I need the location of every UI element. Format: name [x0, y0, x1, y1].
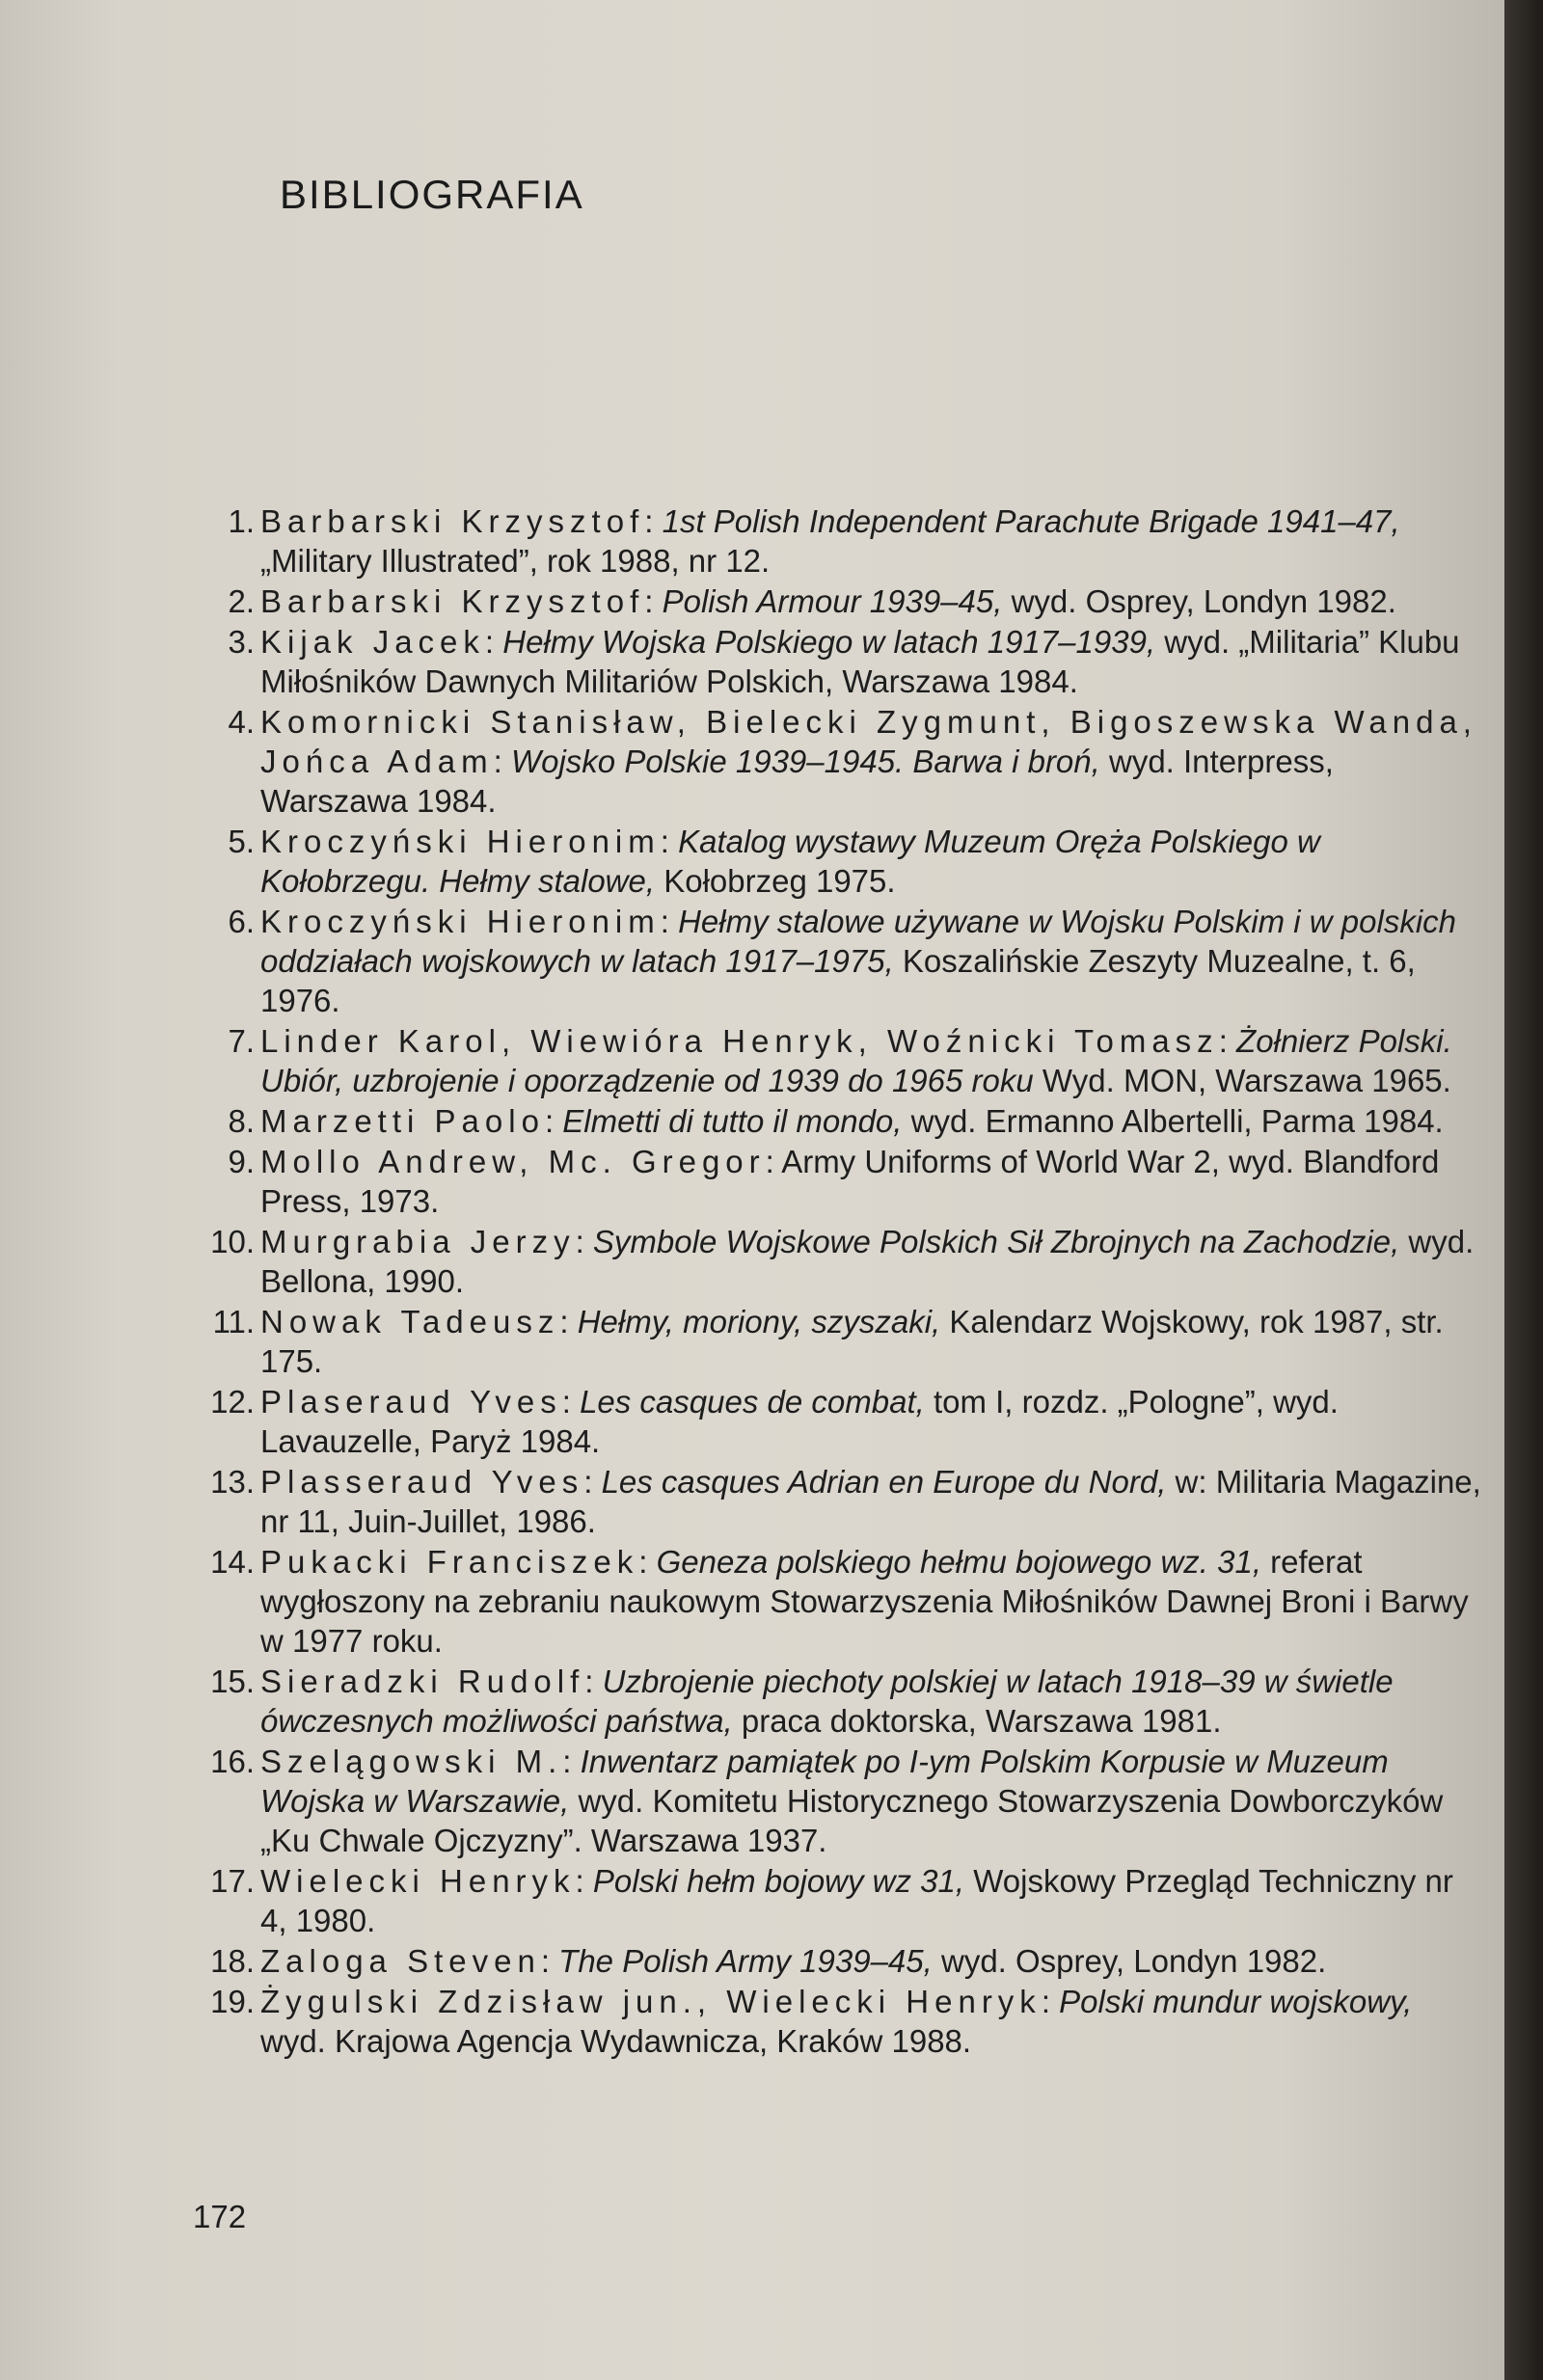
entry-number: 9. [228, 1144, 255, 1179]
entry-details: wyd. Krajowa Agencja Wydawnicza, Kraków 1988. [260, 2023, 972, 2059]
entry-author: Zaloga Steven [260, 1943, 541, 1979]
bibliography-entry [193, 1542, 1485, 1661]
entry-title: Geneza polskiego hełmu bojowego wz. 31, [656, 1544, 1261, 1580]
bibliography-entry [193, 1742, 1485, 1860]
entry-title: Inwentarz pamiątek po I-ym Polskim Korpusie w Muzeum Wojska w Warszawie, [260, 1744, 1389, 1819]
bibliography-entry [193, 1101, 1485, 1141]
entry-author: Szelągowski M. [260, 1744, 563, 1779]
entry-author: Barbarski Krzysztof [260, 583, 645, 619]
entry-separator: : [584, 1663, 603, 1699]
bibliography-entry [193, 1462, 1485, 1541]
bibliography-entry [193, 1222, 1485, 1301]
adjacent-page-edge [1504, 0, 1543, 2380]
entry-author: Plasseraud Yves [260, 1464, 584, 1500]
entry-number: 15. [210, 1663, 255, 1699]
page-number: 172 [193, 2199, 247, 2234]
entry-separator: : [1041, 1984, 1060, 2019]
entry-title: 1st Polish Independent Parachute Brigade 1941–47, [662, 503, 1400, 539]
entry-details: wyd. Osprey, Londyn 1982. [1002, 583, 1396, 619]
entry-number: 14. [210, 1544, 255, 1580]
entry-details: Kołobrzeg 1975. [655, 863, 896, 899]
entry-details: referat wygłoszony na zebraniu naukowym Stowarzyszenia Miłośników Dawnej Broni i Barwy w 1977 roku. [260, 1544, 1469, 1659]
entry-author: Nowak Tadeusz [260, 1304, 560, 1339]
entry-number: 13. [210, 1464, 255, 1500]
page-title: BIBLIOGRAFIA [280, 172, 584, 217]
bibliography-entry [193, 702, 1485, 821]
entry-details: wyd. Ermanno Albertelli, Parma 1984. [902, 1103, 1444, 1139]
entry-author: Kroczyński Hieronim [260, 904, 661, 939]
entry-separator: : [540, 1943, 559, 1979]
entry-author: Pukacki Franciszek [260, 1544, 639, 1580]
entry-title: Uzbrojenie piechoty polskiej w latach 1918–39 w świetle ówczesnych możliwości państwa, [260, 1663, 1394, 1739]
entry-title: Żołnierz Polski. Ubiór, uzbrojenie i oporządzenie od 1939 do 1965 roku [260, 1023, 1452, 1098]
bibliography-entry [193, 902, 1485, 1020]
entry-title: Polish Armour 1939–45, [662, 583, 1003, 619]
entry-details: wyd. Interpress, Warszawa 1984. [260, 744, 1334, 819]
entry-number: 4. [228, 704, 255, 740]
entry-number: 1. [228, 503, 255, 539]
bibliography-entry [193, 1142, 1485, 1221]
entry-author: Kroczyński Hieronim [260, 824, 661, 859]
entry-title: Polski hełm bojowy wz 31, [592, 1863, 965, 1899]
entry-number: 12. [210, 1384, 255, 1420]
bibliography-entry [193, 822, 1485, 901]
entry-details: praca doktorska, Warszawa 1981. [732, 1703, 1222, 1739]
entry-number: 8. [228, 1103, 255, 1139]
entry-number: 18. [210, 1943, 255, 1979]
entry-title: Les casques de combat, [580, 1384, 925, 1420]
entry-number: 19. [210, 1984, 255, 2019]
bibliography-entry [193, 581, 1485, 621]
entry-separator: : [544, 1103, 563, 1139]
entry-separator: : [1218, 1023, 1237, 1059]
entry-details: Koszalińskie Zeszyty Muzealne, t. 6, 1976. [260, 943, 1416, 1018]
entry-title: Les casques Adrian en Europe du Nord, [601, 1464, 1167, 1500]
entry-title: Wojsko Polskie 1939–1945. Barwa i broń, [510, 744, 1100, 779]
bibliography-entry [193, 1941, 1485, 1981]
entry-author: Żygulski Zdzisław jun., Wielecki Henryk [260, 1984, 1042, 2019]
entry-details: wyd. Bellona, 1990. [260, 1224, 1475, 1299]
entry-title: Hełmy Wojska Polskiego w latach 1917–1939, [502, 624, 1156, 660]
entry-details: tom I, rozdz. „Pologne”, wyd. Lavauzelle, Paryż 1984. [260, 1384, 1339, 1459]
entry-author: Barbarski Krzysztof [260, 503, 645, 539]
entry-author: Marzetti Paolo [260, 1103, 545, 1139]
entry-author: Mollo Andrew, Mc. Gregor [260, 1144, 766, 1179]
entry-separator: : [562, 1744, 581, 1779]
entry-details: Wojskowy Przegląd Techniczny nr 4, 1980. [260, 1863, 1453, 1938]
entry-number: 3. [228, 624, 255, 660]
entry-number: 7. [228, 1023, 255, 1059]
bibliography-list [193, 501, 1485, 2062]
entry-title: Hełmy, moriony, szyszaki, [577, 1304, 941, 1339]
entry-number: 2. [228, 583, 255, 619]
entry-details: Wyd. MON, Warszawa 1965. [1033, 1063, 1451, 1098]
entry-title: Elmetti di tutto il mondo, [562, 1103, 903, 1139]
bibliography-entry [193, 1021, 1485, 1100]
entry-separator: : [644, 503, 663, 539]
bibliography-entry [193, 622, 1485, 701]
entry-separator: : [493, 744, 511, 779]
bibliography-entry [193, 1382, 1485, 1461]
entry-title: Symbole Wojskowe Polskich Sił Zbrojnych na Zachodzie, [592, 1224, 1400, 1259]
bibliography-entry [193, 501, 1485, 581]
bibliography-entry [193, 1861, 1485, 1940]
entry-separator: : [638, 1544, 657, 1580]
entry-details: „Military Illustrated”, rok 1988, nr 12. [260, 543, 771, 579]
entry-separator: : [583, 1464, 602, 1500]
entry-number: 5. [228, 824, 255, 859]
entry-number: 11. [212, 1304, 255, 1339]
entry-title: The Polish Army 1939–45, [558, 1943, 933, 1979]
entry-number: 16. [210, 1744, 255, 1779]
entry-details: wyd. Komitetu Historycznego Stowarzyszenia Dowborczyków „Ku Chwale Ojczyzny”. Warszawa 1937. [260, 1783, 1444, 1858]
bibliography-entry [193, 1302, 1485, 1381]
entry-details: wyd. Osprey, Londyn 1982. [932, 1943, 1327, 1979]
entry-separator: : [644, 583, 663, 619]
entry-number: 6. [228, 904, 255, 939]
entry-separator: : [660, 904, 679, 939]
bibliography-entry [193, 1982, 1485, 2061]
entry-separator: : [660, 824, 679, 859]
entry-author: Komornicki Stanisław, Bielecki Zygmunt, Bigoszewska Wanda, Jońca Adam [260, 704, 1477, 779]
entry-author: Wielecki Henryk [260, 1863, 576, 1899]
entry-separator: : [484, 624, 503, 660]
entry-number: 17. [210, 1863, 255, 1899]
entry-title: Katalog wystawy Muzeum Oręża Polskiego w Kołobrzegu. Hełmy stalowe, [260, 824, 1320, 899]
entry-author: Murgrabia Jerzy [260, 1224, 576, 1259]
entry-details: Kalendarz Wojskowy, rok 1987, str. 175. [260, 1304, 1444, 1379]
entry-separator: : [575, 1224, 593, 1259]
entry-author: Linder Karol, Wiewióra Henryk, Woźnicki Tomasz [260, 1023, 1219, 1059]
entry-separator: : [765, 1144, 782, 1179]
entry-title: Hełmy stalowe używane w Wojsku Polskim i w polskich oddziałach wojskowych w latach 1917–1975, [260, 904, 1456, 979]
entry-author: Plaseraud Yves [260, 1384, 562, 1420]
entry-details: wyd. „Militaria” Klubu Miłośników Dawnych Militariów Polskich, Warszawa 1984. [260, 624, 1460, 699]
entry-separator: : [559, 1304, 578, 1339]
entry-separator: : [561, 1384, 581, 1420]
entry-author: Sieradzki Rudolf [260, 1663, 585, 1699]
entry-number: 10. [210, 1224, 255, 1259]
entry-title: Polski mundur wojskowy, [1059, 1984, 1413, 2019]
entry-details: w: Militaria Magazine, nr 11, Juin-Juillet, 1986. [260, 1464, 1481, 1539]
bibliography-entry [193, 1662, 1485, 1741]
entry-details: Army Uniforms of World War 2, wyd. Blandford Press, 1973. [260, 1144, 1440, 1219]
entry-separator: : [575, 1863, 593, 1899]
entry-author: Kijak Jacek [260, 624, 485, 660]
